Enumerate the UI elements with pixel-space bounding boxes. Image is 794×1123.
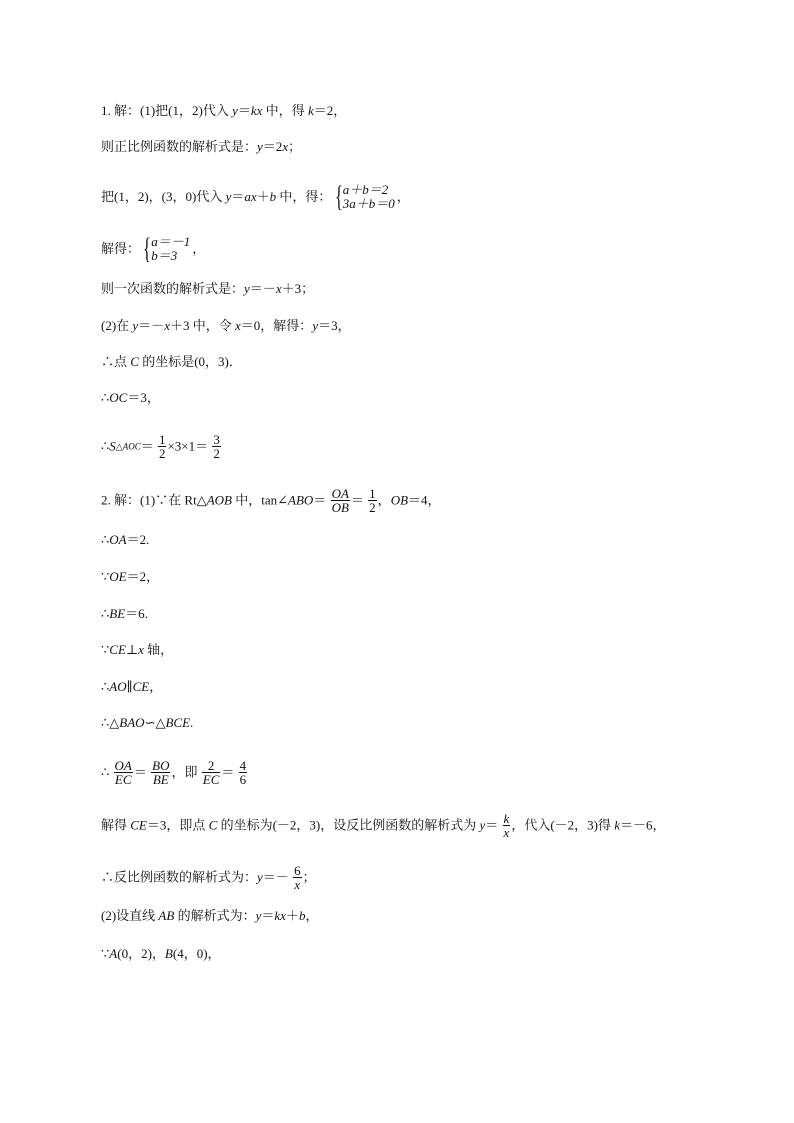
fraction: $\frac{2}{EC}$ [202,758,220,787]
line-3: 把(1，2)，(3，0)代入 y＝ax＋b 中，得： { a＋b＝2 3a＋b＝0 ， [101,180,410,213]
fraction: $\frac{3}{2}$ [213,432,220,461]
fraction: $\frac{OA}{OB}$ [331,486,349,515]
line-17: ∴ $\frac{OA}{EC}$ ＝ $\frac{BO}{BE}$ ，即 $\frac{2}{EC}$ ＝ $\frac{4}{6}$ [101,758,247,787]
line-16: ∴△BAO∽△BCE. [101,715,194,731]
line-4: 解得： { a＝－1 b＝3 ， [101,232,206,265]
line-6: (2)在 y＝－x＋3 中，令 x＝0，解得：y＝3， [101,318,351,334]
line-2: 则正比例函数的解析式是：y＝2x； [101,139,302,155]
line-1: 1. 解：(1)把(1，2)代入 y＝kx 中，得 k＝2， [101,103,347,119]
line-14: ∵CE⊥x 轴， [101,642,174,658]
fraction: $\frac{OA}{EC}$ [114,758,132,787]
line-8: ∴OC＝3， [101,390,160,406]
line-20: (2)设直线 AB 的解析式为：y＝kx＋b， [101,908,319,924]
line-7: ∴点 C 的坐标是(0，3)． [101,354,242,370]
fraction: $\frac{6}{x}$ [294,863,301,892]
line-19: ∴反比例函数的解析式为：y＝－ $\frac{6}{x}$ ； [101,863,316,892]
line-9: ∴S△AOC＝ $\frac{1}{2}$ ×3×1＝ $\frac{3}{2}$ [101,432,220,461]
fraction: $\frac{4}{6}$ [239,758,247,787]
line-21: ∵A(0，2)，B(4，0)， [101,946,221,962]
brace-icon: { [334,180,343,213]
fraction: $\frac{1}{2}$ [369,486,376,515]
line-12: ∵OE＝2， [101,569,160,585]
line-11: ∴OA＝2. [101,532,150,548]
fraction: $\frac{BO}{BE}$ [152,758,170,787]
fraction: $\frac{1}{2}$ [158,432,166,461]
fraction: $\frac{k}{x}$ [503,811,510,840]
line-5: 则一次函数的解析式是：y＝－x＋3； [101,281,315,297]
line-15: ∴AO∥CE， [101,679,163,695]
equation-system: { a＋b＝2 3a＋b＝0 [334,180,395,213]
brace-icon: { [143,232,152,265]
line-13: ∴BE＝6. [101,606,148,622]
line-10: 2. 解：(1)∵在 Rt△AOB 中，tan∠ABO＝ $\frac{OA}{OB}$ ＝ $\frac{1}{2}$ ，OB＝4， [101,486,441,515]
line-18: 解得 CE＝3，即点 C 的坐标为(－2，3)，设反比例函数的解析式为 y＝ $\frac{k}{x}$ ，代入(－2，3)得 k＝－6， [101,811,666,840]
equation-system: { a＝－1 b＝3 [143,232,191,265]
